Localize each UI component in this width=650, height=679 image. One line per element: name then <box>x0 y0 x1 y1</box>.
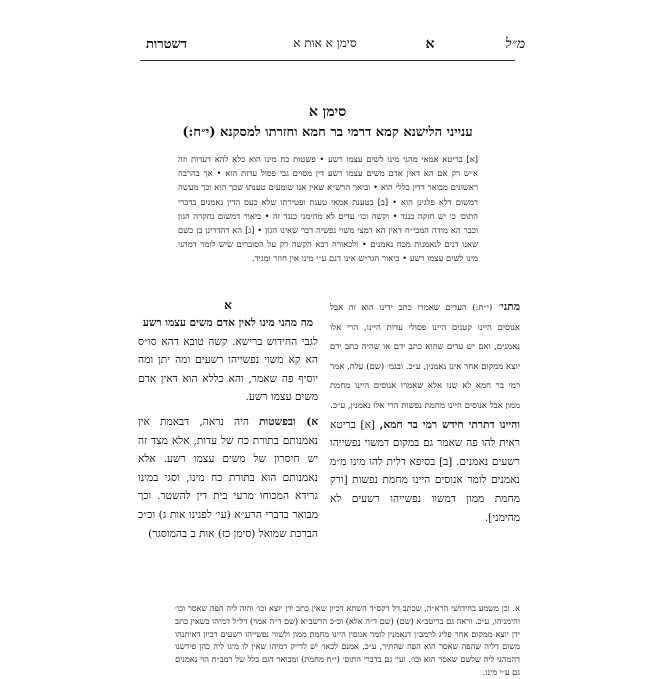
answer-label: א) ובפשטות <box>259 415 319 428</box>
chiddush-paragraph <box>330 416 520 528</box>
mishna-text: (י״ח:) העדים שאמרו כתב ידינו הוא זה אבל אנוסים היינו קטנים היינו פסולי עדות היינו, הרי אלו נאמנים, ואם יש עדים שהוא כתב ידם או שהיה כתב ידם יוצא ממקום אחר אינן נאמנין, ע״כ. ובגמ׳ (שם) עלה, אמר רמי בר חמא לא שנו אלא שאמרו אנוסים היינו מחמת ממון אבל אנוסים היינו מחמת נפשות הרי אלו נאמנין, ע״כ. <box>330 303 520 411</box>
section-letter: א <box>224 298 232 312</box>
answer-text: היה נראה, דבאמת אין נאמנותם בתורת כח של עדות, אלא מצד זה יש חיסרון של משים עצמו רשע. אלא נאמנותם הוא בתורת כח מינו, וסגי במינו גרידא המכוחו מרעי בית דין להשטר. וכך מבואר בדברי הרע״א (עי׳ לפנינו אות ג) וכ״כ הברכת שמואל (סימן כז) אות ב בהמוסגר) <box>138 415 318 540</box>
page-number: מ״ל <box>505 36 526 52</box>
chiddush-text: [א] בריטא ראית להו פה שאמר גם במקום דמשוי נפשייהו רשעים נאמנים. [ב] בסיפא דלית להו מינו מ״מ נאמנים לומר אנוסים היינו מחמת נפשות [ורק מחמת ממון דמשוו נפשייהו רשעים לא מהימני]. <box>330 418 520 524</box>
answer-paragraph <box>138 413 318 543</box>
question-paragraph: לגבי החידוש ברישא. קשה טובא דהא סו״ס הא קא משוי נפשייהו רשעים ומה יתן ומה יוסיף פה שאמר, והא כללא הוא דאין אדם משים עצמו רשע. <box>138 335 318 404</box>
intro-summary-paragraph: [א] בריטא אמאי מהני מינו לשים עצמו רשע • פשטות כח מינו הוא כלא להא דעדות וזה א״ש רק אם הא דאין אדם משים עצמו רשע דין מסוים גבי פסול עדות הוא • אך בהרבה ראשונים מבואר דדין כללי הוא • וביאר הרש״א שאין אנו שומעים טענתו שכך הוא וכך מעשה דמשום דלא פלגינן הוא • [ב] בטענת אמאי טענת ופטירתו שלא כעס הדין נאמנים בדברי התוס׳ כי יש חזקה כנגד • וקשה וכו׳ עדים לא מהימני כנגד זה • ביאור דמשום נחקרה הגון וכבר הא מודה המבי״ח דאין הא דמצי משוי נפשיה דבר שאינו הגון • [ג] הא דהדרינן בן כשם שאנו דנים לנאמנות מכח נאמנים • ולכאורה רבא הקשה רק על הסוברים שיש לומר דמהני מינו לשים עצמו רשע • ביאור הגר״ש אינו דנם ע״י מינו אין חוזר ומגיד. <box>178 154 478 264</box>
running-head-title: דשטרות <box>146 37 187 52</box>
footnote: א. וכן משמע בחידושי הרא״ה, שכתב דל דקס״ד השתא דכיון שאין כתב ידן יוצא וכו׳ והוה ליה הפה שאסר וכו׳ והימניהו, ע״כ. וראה גם בריטב״א (שם) (שם ד״ה אלא) וכ״כ הרשב״א (שם ד״ה אמר) דל״ל דמיהו בשאין כתב ידן יוצא ממקום אחר פליג לרמב״ן דנאמנין לומר אנוסין היינו מחמת ממון ולשווי נפשייהו רשעים דכיון דאיתנהו משום דליה שהפה שאסר הוא הפה שהתיר, ע״כ. אמנם לכאו׳ יש לדייק דמיהו שאין לו מיגו ליה כהן פירשנו דהמהני ליה שלשם שאסר הוא וכו׳. ועי׳ גם בדברי התוס׳ (י״ח מחמת) ומבואר דגם כלל של רמב״ח הוי נאמנים גם ע״י מינו. <box>175 603 520 677</box>
mishna-label: מתני׳ <box>498 301 520 313</box>
running-head-section: סימן א אות א <box>293 36 357 50</box>
header-rule <box>140 60 515 61</box>
section-heading: מה מהני מינו לאין אדם משים עצמו רשע <box>142 317 314 329</box>
running-head-letter-right: א <box>425 36 435 52</box>
siman-heading: סימן א <box>308 104 347 120</box>
left-column <box>138 298 318 543</box>
right-column <box>330 298 520 527</box>
siman-subject-heading: ענייני הלישנא קמא דרמי בר חמא וחזרתו למסקנא (י״ח:) <box>182 125 473 140</box>
chiddush-label: והיינו דתרתי חידש רמי בר חמא, <box>379 418 520 431</box>
mishna-paragraph <box>330 298 520 416</box>
